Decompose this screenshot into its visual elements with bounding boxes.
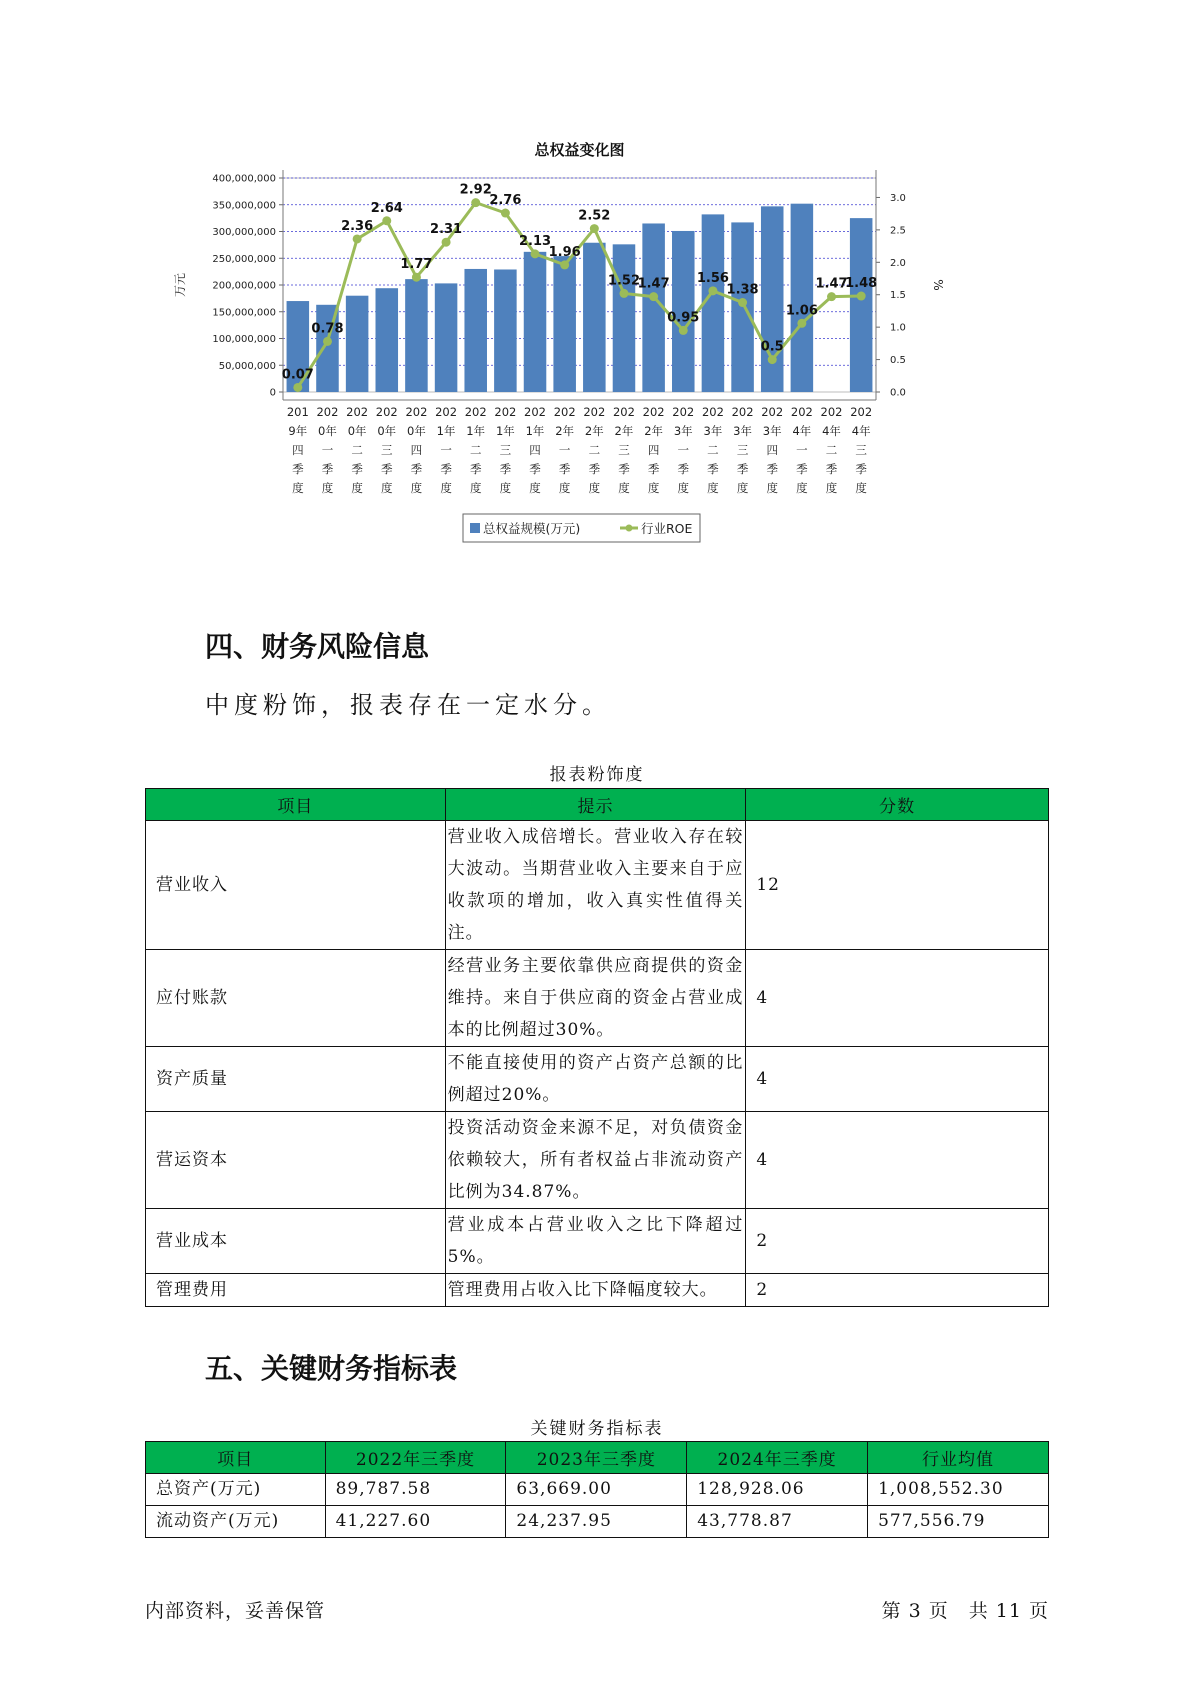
legend-swatch-point xyxy=(626,525,633,532)
header-2024q3: 2024年三季度 xyxy=(687,1442,868,1474)
roe-point xyxy=(619,289,628,298)
y2-axis-title: % xyxy=(931,279,945,291)
roe-point xyxy=(531,249,540,258)
row-value-2023q3: 63,669.00 xyxy=(506,1474,687,1506)
row-score: 12 xyxy=(746,821,1049,950)
roe-data-label: 2.13 xyxy=(518,233,552,249)
roe-data-label: 1.06 xyxy=(785,303,818,319)
roe-data-label: 2.92 xyxy=(459,182,492,198)
equity-change-chart xyxy=(170,130,950,600)
roe-point xyxy=(857,292,866,301)
roe-point xyxy=(560,260,569,269)
row-value-2022q3: 41,227.60 xyxy=(325,1506,506,1538)
y-tick-label: 100,000,000 xyxy=(212,334,276,345)
chart-svg xyxy=(170,130,950,600)
row-tip: 投资活动资金来源不足，对负债资金依赖较大，所有者权益占非流动资产比例为34.87%。 xyxy=(445,1112,746,1209)
row-item: 资产质量 xyxy=(146,1047,446,1112)
roe-data-label: 0.95 xyxy=(667,310,700,326)
y-tick-label: 250,000,000 xyxy=(212,253,276,265)
row-item: 流动资产(万元) xyxy=(146,1506,326,1538)
roe-point xyxy=(738,298,747,307)
bar-total-equity xyxy=(435,283,458,392)
roe-point xyxy=(471,198,480,207)
chart-title: 总权益变化图 xyxy=(534,141,625,159)
roe-data-label: 2.64 xyxy=(370,200,403,216)
row-value-2024q3: 43,778.87 xyxy=(687,1506,868,1538)
y-tick-label: 300,000,000 xyxy=(212,227,276,238)
x-tick-label: 202 2年三季度 xyxy=(612,405,635,495)
row-tip: 不能直接使用的资产占资产总额的比例超过20%。 xyxy=(445,1047,746,1112)
bar-total-equity xyxy=(553,256,576,392)
roe-data-label: 1.77 xyxy=(400,257,433,273)
row-value-industry-avg: 1,008,552.30 xyxy=(868,1474,1049,1506)
y-tick-label: 350,000,000 xyxy=(212,200,276,212)
roe-data-label: 0.78 xyxy=(311,321,344,337)
x-tick-label: 202 4年一季度 xyxy=(790,405,813,495)
legend-label-bar: 总权益规模(万元) xyxy=(483,521,581,536)
roe-point xyxy=(768,355,777,364)
x-tick-label: 202 4年三季度 xyxy=(850,405,873,495)
section-heading-key-indicators: 五、关键财务指标表 xyxy=(205,1352,458,1385)
roe-data-label: 1.52 xyxy=(607,273,641,289)
table-row xyxy=(146,1506,1049,1538)
row-tip: 经营业务主要依靠供应商提供的资金维持。来自于供应商的资金占营业成本的比例超过30%。 xyxy=(445,950,746,1047)
row-item: 营业收入 xyxy=(146,821,446,950)
roe-data-label: 1.48 xyxy=(845,276,878,292)
roe-point xyxy=(412,273,421,282)
bar-total-equity xyxy=(613,244,636,392)
x-tick-label: 202 4年二季度 xyxy=(820,405,843,495)
roe-point xyxy=(382,216,391,225)
bar-total-equity xyxy=(791,204,814,392)
roe-data-label: 1.56 xyxy=(696,270,729,286)
header-item: 项目 xyxy=(146,789,446,821)
table-row xyxy=(146,1274,1049,1307)
row-score: 4 xyxy=(746,1047,1049,1112)
roe-point xyxy=(501,209,510,218)
table-row xyxy=(146,1112,1049,1209)
x-tick-label: 202 3年二季度 xyxy=(701,405,724,495)
section-heading-financial-risk: 四、财务风险信息 xyxy=(205,630,430,663)
roe-point xyxy=(679,326,688,335)
x-tick-label: 202 0年四季度 xyxy=(405,405,428,495)
roe-data-label: 0.07 xyxy=(281,367,314,383)
roe-data-label: 2.52 xyxy=(578,208,611,224)
roe-data-label: 2.76 xyxy=(489,193,522,209)
roe-data-label: 1.96 xyxy=(548,244,581,260)
roe-point xyxy=(708,286,717,295)
y-tick-label: 50,000,000 xyxy=(218,360,276,372)
roe-data-label: 1.47 xyxy=(637,276,670,292)
x-tick-label: 202 1年三季度 xyxy=(494,405,517,495)
roe-point xyxy=(649,292,658,301)
roe-point xyxy=(353,234,362,243)
bar-total-equity xyxy=(761,206,784,392)
y-tick-label: 0 xyxy=(269,387,276,399)
roe-data-label: 1.47 xyxy=(815,276,848,292)
x-tick-label: 202 0年三季度 xyxy=(375,405,398,495)
footer-page-number: 第 3 页 共 11 页 xyxy=(881,1600,1049,1622)
x-tick-label: 202 3年一季度 xyxy=(672,405,695,495)
legend-label-line: 行业ROE xyxy=(641,521,693,536)
header-tip: 提示 xyxy=(445,789,746,821)
roe-point xyxy=(827,292,836,301)
x-tick-label: 202 0年二季度 xyxy=(346,405,369,495)
x-tick-label: 201 9年四季度 xyxy=(286,405,309,495)
table-header-row xyxy=(146,789,1049,821)
roe-point xyxy=(323,337,332,346)
roe-point xyxy=(293,383,302,392)
roe-data-label: 2.36 xyxy=(341,218,374,234)
table-header-row xyxy=(146,1442,1049,1474)
row-value-industry-avg: 577,556.79 xyxy=(868,1506,1049,1538)
row-item: 总资产(万元) xyxy=(146,1474,326,1506)
x-tick-label: 202 1年四季度 xyxy=(524,405,547,495)
row-score: 2 xyxy=(746,1209,1049,1274)
bar-total-equity xyxy=(376,288,399,392)
row-tip: 营业收入成倍增长。营业收入存在较大波动。当期营业收入主要来自于应收款项的增加，收入真实性值得关注。 xyxy=(445,821,746,950)
row-item: 营运资本 xyxy=(146,1112,446,1209)
x-tick-label: 202 3年四季度 xyxy=(761,405,784,495)
bar-total-equity xyxy=(405,279,428,392)
y-tick-label: 150,000,000 xyxy=(212,307,276,319)
row-value-2022q3: 89,787.58 xyxy=(325,1474,506,1506)
roe-point xyxy=(442,238,451,247)
x-tick-label: 202 1年一季度 xyxy=(435,405,458,495)
bar-total-equity xyxy=(731,222,754,392)
row-item: 营业成本 xyxy=(146,1209,446,1274)
y-tick-label: 400,000,000 xyxy=(212,173,276,185)
bar-total-equity xyxy=(850,218,873,392)
table-row xyxy=(146,1047,1049,1112)
roe-data-label: 1.38 xyxy=(726,282,759,298)
bar-total-equity xyxy=(464,269,487,392)
report-whitewash-table xyxy=(145,788,1049,1307)
header-industry-avg: 行业均值 xyxy=(868,1442,1049,1474)
y2-tick-label: 1.0 xyxy=(890,322,906,334)
row-score: 2 xyxy=(746,1274,1049,1307)
risk-table-caption: 报表粉饰度 xyxy=(549,765,645,785)
roe-data-label: 0.5 xyxy=(760,339,784,355)
risk-summary-text: 中度粉饰，报表存在一定水分。 xyxy=(205,691,611,719)
bar-total-equity xyxy=(346,296,369,392)
row-item: 管理费用 xyxy=(146,1274,446,1307)
legend-swatch-bar xyxy=(470,523,480,533)
table-row xyxy=(146,1209,1049,1274)
row-score: 4 xyxy=(746,1112,1049,1209)
bar-total-equity xyxy=(583,243,606,392)
footer-confidential-note: 内部资料，妥善保管 xyxy=(145,1600,326,1622)
table-row xyxy=(146,950,1049,1047)
roe-point xyxy=(590,224,599,233)
header-score: 分数 xyxy=(746,789,1049,821)
x-tick-label: 202 2年二季度 xyxy=(583,405,606,495)
header-2023q3: 2023年三季度 xyxy=(506,1442,687,1474)
roe-data-label: 2.31 xyxy=(430,222,463,238)
y2-tick-label: 1.5 xyxy=(890,290,906,302)
table-row xyxy=(146,1474,1049,1506)
y2-tick-label: 3.0 xyxy=(890,192,906,204)
row-item: 应付账款 xyxy=(146,950,446,1047)
x-tick-label: 202 2年四季度 xyxy=(642,405,665,495)
y2-tick-label: 2.5 xyxy=(890,225,906,237)
x-tick-label: 202 1年二季度 xyxy=(464,405,487,495)
x-tick-label: 202 3年三季度 xyxy=(731,405,754,495)
bar-total-equity xyxy=(524,252,547,392)
x-tick-label: 202 2年一季度 xyxy=(553,405,576,495)
bar-total-equity xyxy=(494,269,517,392)
row-score: 4 xyxy=(746,950,1049,1047)
row-value-2024q3: 128,928.06 xyxy=(687,1474,868,1506)
header-2022q3: 2022年三季度 xyxy=(325,1442,506,1474)
header-item: 项目 xyxy=(146,1442,326,1474)
y2-tick-label: 0.5 xyxy=(890,355,906,367)
row-value-2023q3: 24,237.95 xyxy=(506,1506,687,1538)
row-tip: 管理费用占收入比下降幅度较大。 xyxy=(445,1274,746,1307)
key-indicator-table xyxy=(145,1441,1049,1538)
roe-point xyxy=(797,319,806,328)
row-tip: 营业成本占营业收入之比下降超过5%。 xyxy=(445,1209,746,1274)
y2-tick-label: 0.0 xyxy=(890,387,906,399)
y-axis-title: 万元 xyxy=(173,272,187,298)
table-row xyxy=(146,821,1049,950)
x-tick-label: 202 0年一季度 xyxy=(316,405,339,495)
indicator-table-caption: 关键财务指标表 xyxy=(530,1419,664,1439)
y2-tick-label: 2.0 xyxy=(890,257,906,269)
y-tick-label: 200,000,000 xyxy=(212,280,276,292)
